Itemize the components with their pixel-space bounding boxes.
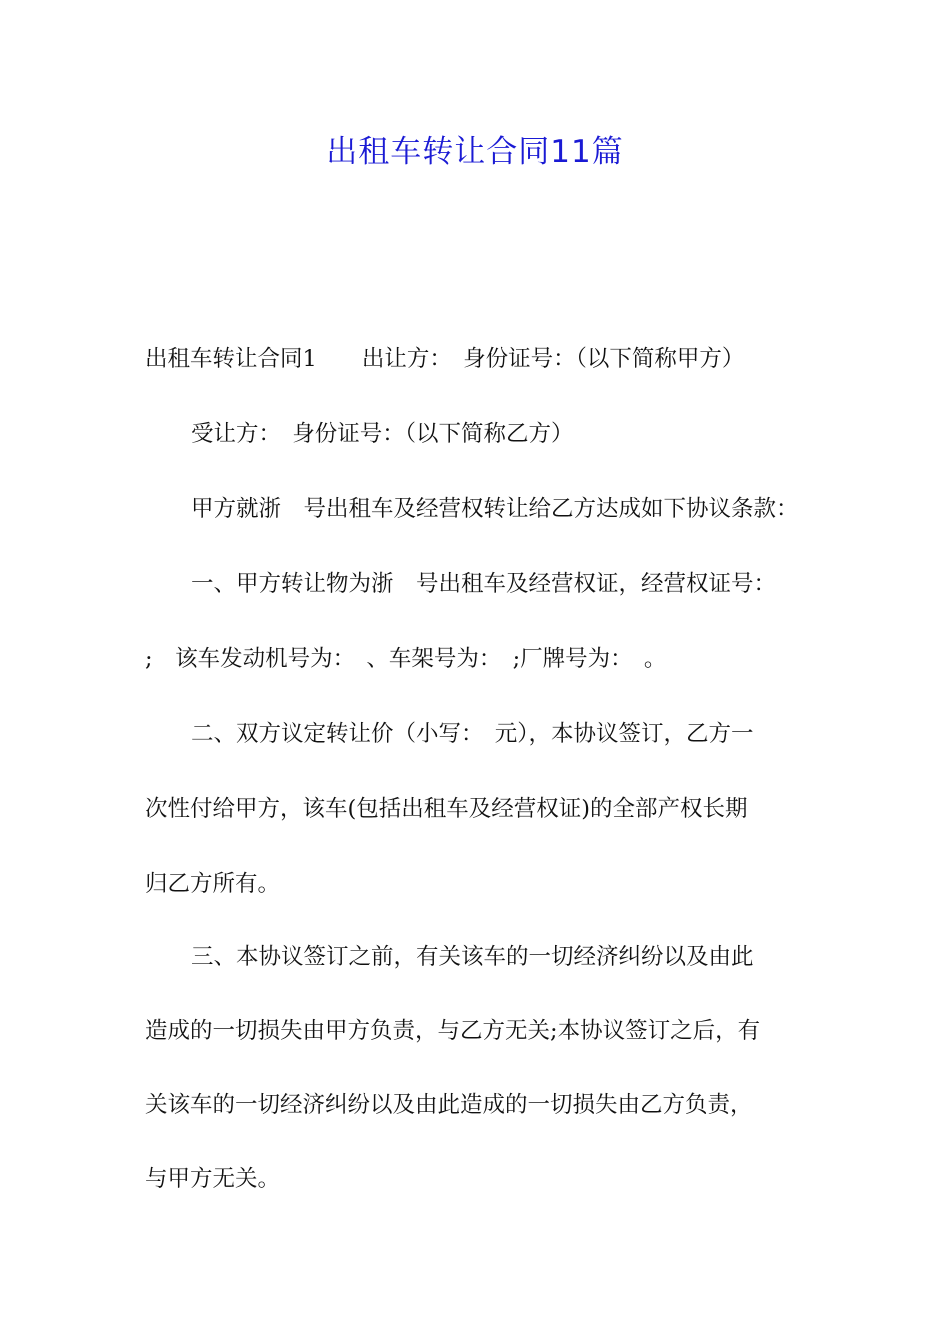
paragraph-line-agreement-intro: 甲方就浙 号出租车及经营权转让给乙方达成如下协议条款： [191, 496, 799, 522]
paragraph-line-clause-2-cont: 次性付给甲方，该车(包括出租车及经营权证)的全部产权长期 [145, 796, 748, 822]
paragraph-line-clause-3-cont2: 关该车的一切经济纠纷以及由此造成的一切损失由乙方负责， [145, 1092, 753, 1118]
paragraph-line-clause-3-end: 与甲方无关。 [145, 1166, 281, 1192]
paragraph-line-clause-1: 一、甲方转让物为浙 号出租车及经营权证，经营权证号： [191, 571, 777, 597]
paragraph-line-clause-2: 二、双方议定转让价（小写： 元），本协议签订，乙方一 [191, 721, 754, 747]
paragraph-line-transferee: 受让方： 身份证号：（以下简称乙方） [191, 421, 574, 447]
document-title: 出租车转让合同11篇 [326, 134, 624, 170]
paragraph-line-contract-heading: 出租车转让合同1 出让方： 身份证号：（以下简称甲方） [145, 346, 745, 372]
paragraph-line-clause-3: 三、本协议签订之前，有关该车的一切经济纠纷以及由此 [191, 944, 754, 970]
paragraph-line-clause-1-cont: ; 该车发动机号为： 、车架号为： ;厂牌号为： 。 [145, 646, 667, 672]
paragraph-line-clause-3-cont: 造成的一切损失由甲方负责，与乙方无关;本协议签订之后，有 [145, 1018, 761, 1044]
paragraph-line-clause-2-end: 归乙方所有。 [145, 871, 281, 897]
